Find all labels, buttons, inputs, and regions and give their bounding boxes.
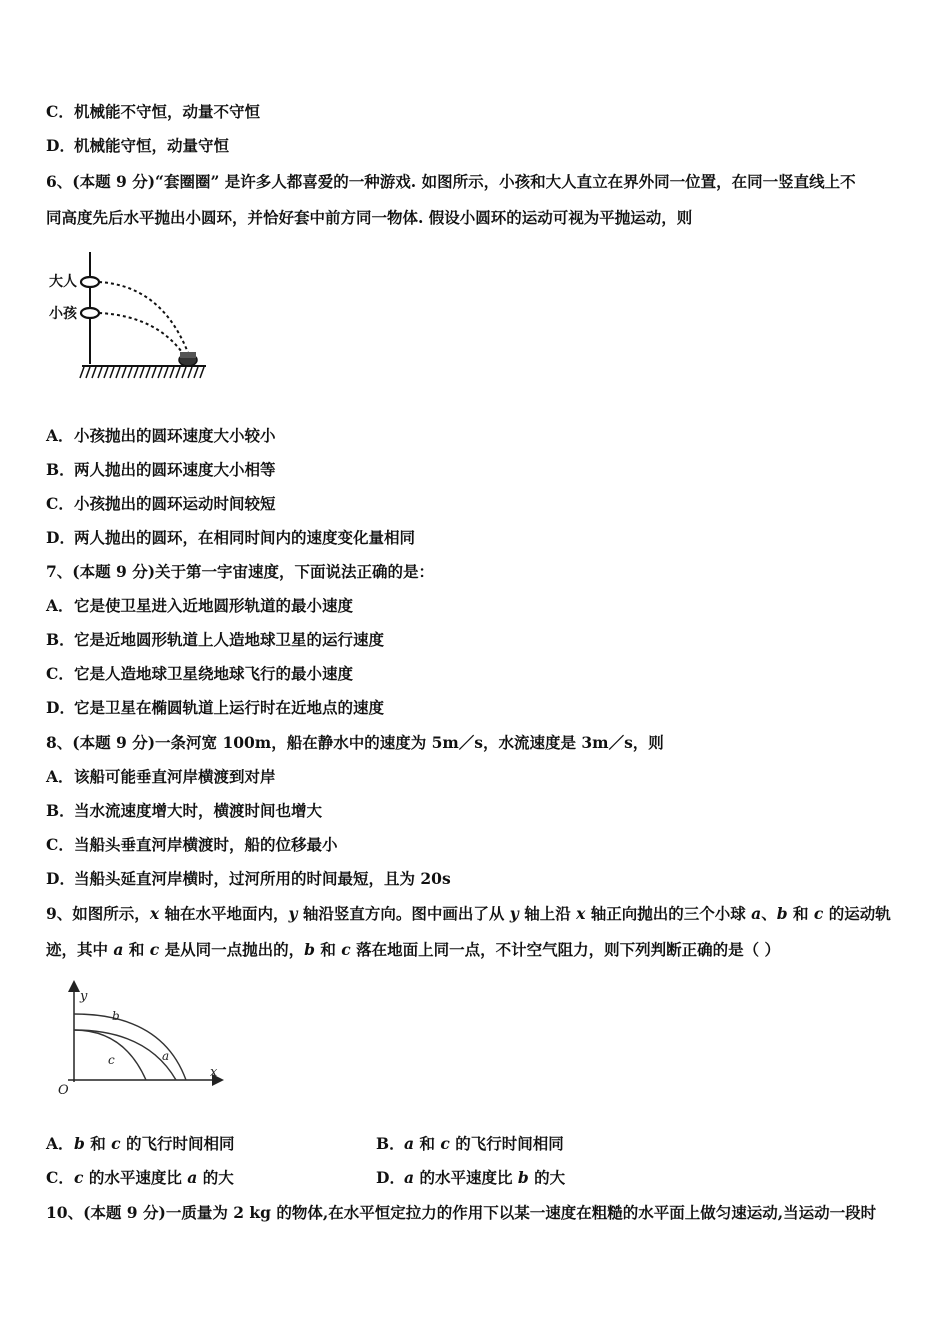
q6-option-b <box>46 460 276 480</box>
curve-label-a: a <box>162 1049 170 1063</box>
q6-stem-line2 <box>46 208 692 228</box>
question-text: (本题 9 分)关于第一宇宙速度，下面说法正确的是： <box>72 562 435 581</box>
y-axis-label: y <box>80 989 88 1004</box>
option-text: 的大 <box>528 1168 566 1187</box>
option-label: A． <box>46 426 74 445</box>
question-number: 8、 <box>46 733 73 752</box>
option-label: C． <box>46 102 74 121</box>
curve-label-c: c <box>108 1053 115 1067</box>
var: c <box>111 1134 121 1153</box>
q5-option-c <box>46 102 260 122</box>
question-text: 、 <box>761 904 777 923</box>
child-ring <box>81 308 99 318</box>
option-text: 的水平速度比 <box>414 1168 518 1187</box>
option-text: 机械能不守恒，动量不守恒 <box>74 102 261 121</box>
option-label: A． <box>46 596 74 615</box>
q7-option-b <box>46 630 384 650</box>
option-label: C． <box>46 1168 74 1187</box>
q6-option-c <box>46 494 276 514</box>
q8-option-c <box>46 835 338 855</box>
option-label: D． <box>376 1168 405 1187</box>
option-label: C． <box>46 494 74 513</box>
var: c <box>74 1168 84 1187</box>
var-y: y <box>288 904 298 923</box>
question-text: (本题 9 分)一条河宽 100m，船在静水中的速度为 5m／s，水流速度是 3m／s，则 <box>72 733 664 752</box>
q7-option-c <box>46 664 353 684</box>
option-label: B． <box>46 460 75 479</box>
option-text: 两人抛出的圆环，在相同时间内的速度变化量相同 <box>74 528 416 547</box>
option-label: B． <box>376 1134 405 1153</box>
q6-option-a <box>46 426 276 446</box>
var-c: c <box>813 904 824 923</box>
q6-stem-line1 <box>46 172 856 192</box>
option-text: 当水流速度增大时，横渡时间也增大 <box>74 801 323 820</box>
q9-trajectory-figure <box>52 978 228 1098</box>
q9-stem-line2 <box>46 940 780 960</box>
option-text: 该船可能垂直河岸横渡到对岸 <box>74 767 276 786</box>
question-number: 9、 <box>46 904 73 923</box>
option-text: 当船头垂直河岸横渡时，船的位移最小 <box>74 835 338 854</box>
question-text: 如图所示， <box>72 904 150 923</box>
question-text: 落在地面上同一点，不计空气阻力，则下列判断正确的是（ ） <box>350 940 780 959</box>
question-text: 轴正向抛出的三个小球 <box>585 904 752 923</box>
var: b <box>517 1168 529 1187</box>
trajectory-a <box>74 1030 176 1080</box>
q9-option-c <box>46 1168 234 1188</box>
option-text: 它是人造地球卫星绕地球飞行的最小速度 <box>74 664 354 683</box>
question-text: 迹，其中 <box>46 940 114 959</box>
q9-stem-line1 <box>46 904 891 924</box>
option-text: 两人抛出的圆环速度大小相等 <box>74 460 276 479</box>
adult-trajectory <box>99 282 190 358</box>
adult-label: 大人 <box>49 273 77 289</box>
var-c: c <box>341 940 351 959</box>
curve-label-b: b <box>112 1009 120 1023</box>
var-x: x <box>149 904 160 923</box>
option-text: 它是卫星在椭圆轨道上运行时在近地点的速度 <box>74 698 385 717</box>
option-label: C． <box>46 664 74 683</box>
x-axis-label: x <box>210 1065 218 1080</box>
option-text: 的水平速度比 <box>83 1168 188 1187</box>
var-b: b <box>776 904 788 923</box>
option-label: D． <box>46 528 75 547</box>
option-label: D． <box>46 869 75 888</box>
option-label: B． <box>46 801 75 820</box>
question-text: (本题 9 分)“套圈圈” 是许多人都喜爱的一种游戏. 如图所示，小孩和大人直立在界外同一位置，在同一竖直线上不 <box>72 172 856 191</box>
question-text: 和 <box>123 940 150 959</box>
option-text: 的大 <box>197 1168 234 1187</box>
q8-option-b <box>46 801 322 821</box>
question-text: 同高度先后水平抛出小圆环，并恰好套中前方同一物体. 假设小圆环的运动可视为平抛运动，则 <box>46 208 693 227</box>
q8-stem <box>46 733 664 753</box>
question-number: 10、 <box>46 1203 84 1222</box>
option-text: 机械能守恒，动量守恒 <box>74 136 230 155</box>
question-text: 轴在水平地面内， <box>159 904 289 923</box>
question-text: 轴沿竖直方向。图中画出了从 <box>297 904 510 923</box>
target-object-top <box>180 352 196 358</box>
option-text: 小孩抛出的圆环速度大小较小 <box>74 426 276 445</box>
q7-option-d <box>46 698 384 718</box>
question-text: (本题 9 分)一质量为 2 kg 的物体,在水平恒定拉力的作用下以某一速度在粗糙的水平面上做匀速运动,当运动一段时 <box>83 1203 877 1222</box>
var: c <box>440 1134 450 1153</box>
q7-option-a <box>46 596 353 616</box>
child-trajectory <box>99 313 186 358</box>
option-text: 和 <box>414 1134 441 1153</box>
q6-option-d <box>46 528 415 548</box>
option-label: D． <box>46 136 75 155</box>
option-text: 小孩抛出的圆环运动时间较短 <box>74 494 276 513</box>
option-text: 它是使卫星进入近地圆形轨道的最小速度 <box>74 596 354 615</box>
option-text: 的飞行时间相同 <box>120 1134 235 1153</box>
var: a <box>404 1168 415 1187</box>
var-c: c <box>149 940 160 959</box>
var-b: b <box>304 940 315 959</box>
question-number: 6、 <box>46 172 73 191</box>
question-text: 和 <box>787 904 814 923</box>
option-text: 和 <box>84 1134 112 1153</box>
option-label: A． <box>46 1134 74 1153</box>
option-text: 的飞行时间相同 <box>449 1134 564 1153</box>
option-text: 它是近地圆形轨道上人造地球卫星的运行速度 <box>74 630 385 649</box>
q8-option-a <box>46 767 276 787</box>
option-label: B． <box>46 630 75 649</box>
q6-ring-toss-figure <box>44 246 214 382</box>
q9-option-b <box>376 1134 564 1154</box>
q10-stem <box>46 1203 876 1223</box>
var-x: x <box>576 904 586 923</box>
var: a <box>187 1168 198 1187</box>
var-a: a <box>751 904 762 923</box>
var: b <box>74 1134 85 1153</box>
var: a <box>404 1134 415 1153</box>
ground-hatching <box>80 367 204 378</box>
option-text: 当船头延直河岸横时，过河所用的时间最短，且为 20s <box>74 869 451 888</box>
var-y: y <box>509 904 519 923</box>
question-text: 和 <box>314 940 342 959</box>
question-text: 是从同一点抛出的， <box>159 940 305 959</box>
question-text: 轴上沿 <box>518 904 577 923</box>
q8-option-d <box>46 869 451 889</box>
option-label: D． <box>46 698 75 717</box>
var-a: a <box>113 940 124 959</box>
q7-stem <box>46 562 434 582</box>
option-label: C． <box>46 835 74 854</box>
question-number: 7、 <box>46 562 73 581</box>
q9-option-d <box>376 1168 565 1188</box>
origin-label: O <box>58 1083 69 1098</box>
question-text: 的运动轨 <box>823 904 891 923</box>
child-label: 小孩 <box>49 305 77 321</box>
q5-option-d <box>46 136 229 156</box>
adult-ring <box>81 277 99 287</box>
option-label: A． <box>46 767 74 786</box>
q9-option-a <box>46 1134 235 1154</box>
